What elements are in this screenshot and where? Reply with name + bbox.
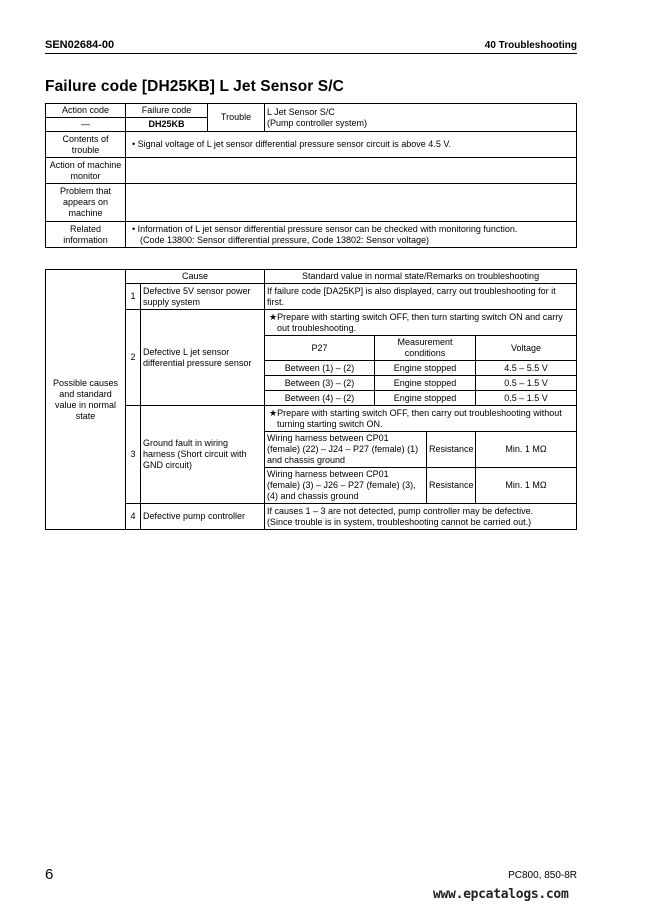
cause-1-text: Defective 5V sensor power supply system bbox=[141, 284, 265, 310]
cause-1-remark: If failure code [DA25KP] is also displayed, carry out troubleshooting for it first. bbox=[265, 284, 577, 310]
table-row: Between (3) – (2) bbox=[265, 376, 375, 391]
trouble-value-line1: L Jet Sensor S/C bbox=[267, 106, 335, 117]
action-value bbox=[126, 158, 577, 184]
p27-header: P27 bbox=[265, 336, 375, 361]
table-row: Min. 1 MΩ bbox=[476, 432, 577, 468]
cause-3-text: Ground fault in wiring harness (Short circuit with GND circuit) bbox=[141, 406, 265, 504]
trouble-value bbox=[265, 104, 577, 132]
page-number: 6 bbox=[45, 866, 54, 883]
related-label: Related information bbox=[46, 222, 126, 248]
cause-4-remark-line2: (Since trouble is in system, troubleshooting cannot be carried out.) bbox=[267, 516, 532, 527]
measurement-header: Measurement conditions bbox=[375, 336, 476, 361]
contents-value: • Signal voltage of L jet sensor differential pressure sensor circuit is above 4.5 V. bbox=[126, 132, 577, 158]
table-row: 0.5 – 1.5 V bbox=[476, 376, 577, 391]
table-row: 4.5 – 5.5 V bbox=[476, 361, 577, 376]
table-row: Between (4) – (2) bbox=[265, 391, 375, 406]
table-row: Engine stopped bbox=[375, 376, 476, 391]
cause-2-prepare: ★Prepare with starting switch OFF, then turn starting switch ON and carry out troubleshooting. bbox=[265, 310, 577, 336]
related-line2: (Code 13800: Sensor differential pressure, Code 13802: Sensor voltage) bbox=[140, 234, 430, 245]
table-row: 0.5 – 1.5 V bbox=[476, 391, 577, 406]
failure-code-label: Failure code bbox=[126, 104, 208, 118]
document-code: SEN02684-00 bbox=[45, 39, 115, 51]
table-row: Resistance bbox=[427, 432, 476, 468]
possible-causes-label: Possible causes and standard value in normal state bbox=[46, 270, 126, 530]
cause-2-text: Defective L jet sensor differential pressure sensor bbox=[141, 310, 265, 406]
voltage-header: Voltage bbox=[476, 336, 577, 361]
causes-table bbox=[45, 269, 577, 530]
cause-4-text: Defective pump controller bbox=[141, 504, 265, 530]
cause-number: 3 bbox=[126, 406, 141, 504]
cause-3-prepare: ★Prepare with starting switch OFF, then carry out troubleshooting without turning starting switch ON. bbox=[265, 406, 577, 432]
model-name: PC800, 850-8R bbox=[508, 870, 577, 881]
trouble-label: Trouble bbox=[208, 104, 265, 132]
table-row: Resistance bbox=[427, 468, 476, 504]
action-label: Action of machine monitor bbox=[46, 158, 126, 184]
failure-code-value: DH25KB bbox=[126, 118, 208, 132]
table-row: Between (1) – (2) bbox=[265, 361, 375, 376]
cause-number: 4 bbox=[126, 504, 141, 530]
page-title: Failure code [DH25KB] L Jet Sensor S/C bbox=[45, 78, 344, 95]
cause-number: 1 bbox=[126, 284, 141, 310]
section-title: 40 Troubleshooting bbox=[484, 40, 577, 51]
action-code-label: Action code bbox=[46, 104, 126, 118]
cause-4-remark-line1: If causes 1 – 3 are not detected, pump controller may be defective. bbox=[267, 505, 534, 516]
table-row: Wiring harness between CP01 (female) (22) – J24 – P27 (female) (1) and chassis ground bbox=[265, 432, 427, 468]
contents-label: Contents of trouble bbox=[46, 132, 126, 158]
header-divider bbox=[45, 53, 577, 54]
trouble-value-line2: (Pump controller system) bbox=[267, 117, 368, 128]
standard-header: Standard value in normal state/Remarks on troubleshooting bbox=[265, 270, 577, 284]
watermark-link[interactable]: www.epcatalogs.com bbox=[433, 887, 569, 902]
related-value: • Information of L jet sensor differential pressure sensor can be checked with monitoring function. (Code 13800: Sensor differential pressure, Code 13802: Sensor voltage) bbox=[126, 222, 577, 248]
table-row: Engine stopped bbox=[375, 361, 476, 376]
contents-text: Signal voltage of L jet sensor differential pressure sensor circuit is above 4.5 V. bbox=[137, 139, 451, 149]
problem-label: Problem that appears on machine bbox=[46, 184, 126, 222]
table-row: Engine stopped bbox=[375, 391, 476, 406]
cause-header: Cause bbox=[126, 270, 265, 284]
cause-4-remark bbox=[265, 504, 577, 530]
action-code-value: — bbox=[46, 118, 126, 132]
table-row: Min. 1 MΩ bbox=[476, 468, 577, 504]
related-line1: Information of L jet sensor differential pressure sensor can be checked with monitoring function. bbox=[137, 223, 518, 234]
failure-info-table bbox=[45, 103, 577, 248]
cause-number: 2 bbox=[126, 310, 141, 406]
table-row: Wiring harness between CP01 (female) (3) – J26 – P27 (female) (3), (4) and chassis ground bbox=[265, 468, 427, 504]
problem-value bbox=[126, 184, 577, 222]
